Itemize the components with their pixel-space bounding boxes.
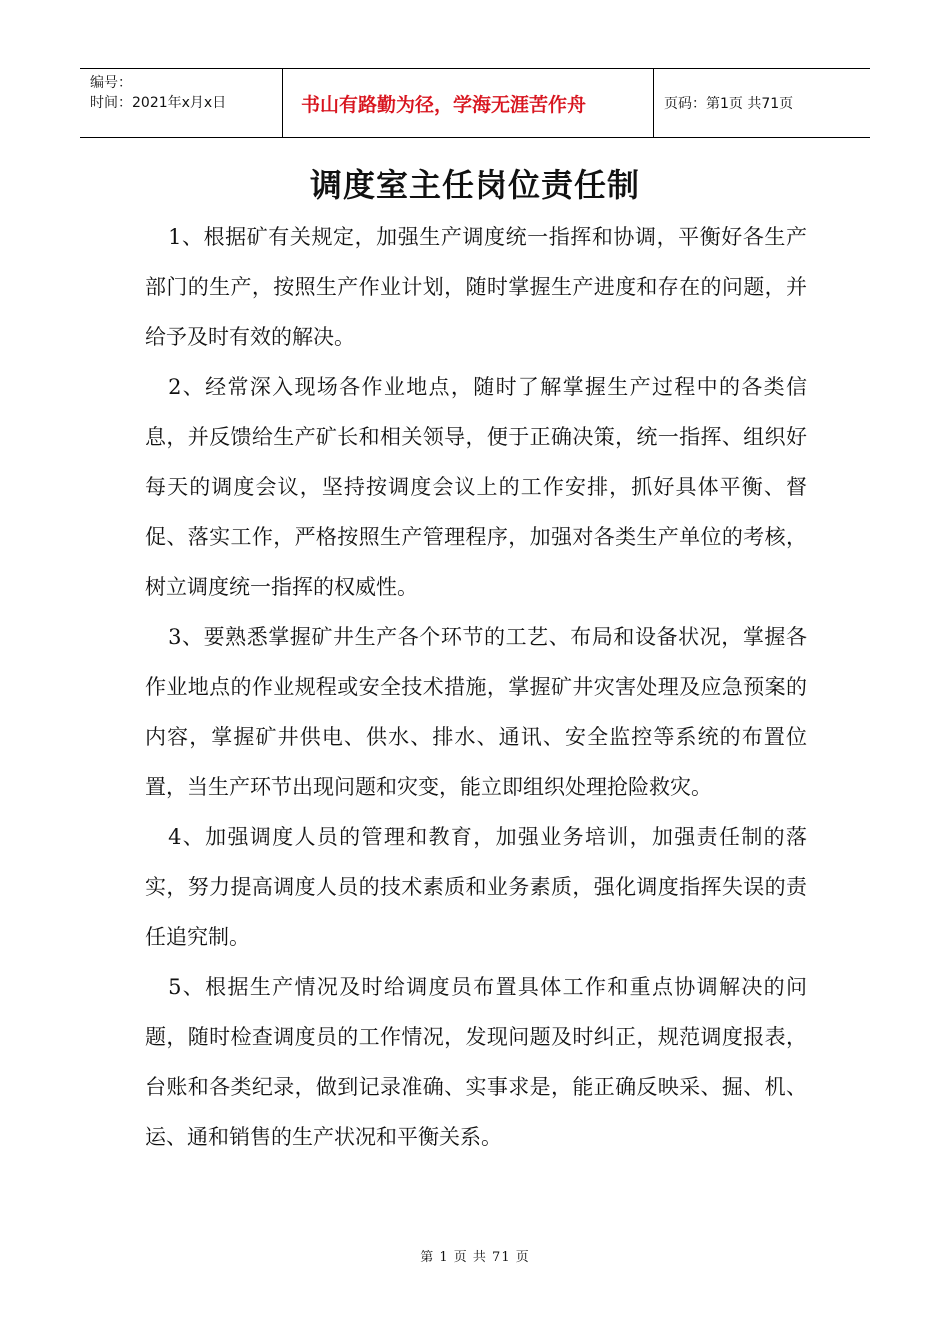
paragraph-4: 4、加强调度人员的管理和教育，加强业务培训，加强责任制的落实，努力提高调度人员的技术素质和业务素质，强化调度指挥失误的责任追究制。 [145, 825, 807, 949]
paragraph-1: 1、根据矿有关规定，加强生产调度统一指挥和协调，平衡好各生产部门的生产，按照生产作业计划，随时掌握生产进度和存在的问题，并给予及时有效的解决。 [145, 225, 807, 349]
document-date-label: 时间：2021年x月x日 [90, 95, 227, 111]
paragraph-5: 5、根据生产情况及时给调度员布置具体工作和重点协调解决的问题，随时检查调度员的工作情况，发现问题及时纠正，规范调度报表，台账和各类纪录，做到记录准确、实事求是，能正确反映采、掘、机、运、通和销售的生产状况和平衡关系。 [145, 975, 807, 1149]
page-footer: 第 1 页 共 71 页 [420, 1250, 530, 1265]
page-header [80, 68, 870, 138]
document-number-label: 编号： [90, 75, 132, 91]
header-meta [80, 69, 282, 137]
paragraph-2: 2、经常深入现场各作业地点，随时了解掌握生产过程中的各类信息，并反馈给生产矿长和相关领导，便于正确决策，统一指挥、组织好每天的调度会议，坚持按调度会议上的工作安排，抓好具体平衡、督促、落实工作，严格按照生产管理程序，加强对各类生产单位的考核，树立调度统一指挥的权威性。 [145, 375, 807, 599]
header-motto: 书山有路勤为径，学海无涯苦作舟 [282, 69, 654, 137]
document-title: 调度室主任岗位责任制 [309, 166, 640, 204]
paragraph-3: 3、要熟悉掌握矿井生产各个环节的工艺、布局和设备状况，掌握各作业地点的作业规程或安全技术措施，掌握矿井灾害处理及应急预案的内容，掌握矿井供电、供水、排水、通讯、安全监控等系统的布置位置，当生产环节出现问题和灾变，能立即组织处理抢险救灾。 [145, 625, 807, 799]
document-body [145, 212, 807, 1162]
header-page-info: 页码：第1页 共71页 [664, 96, 794, 112]
